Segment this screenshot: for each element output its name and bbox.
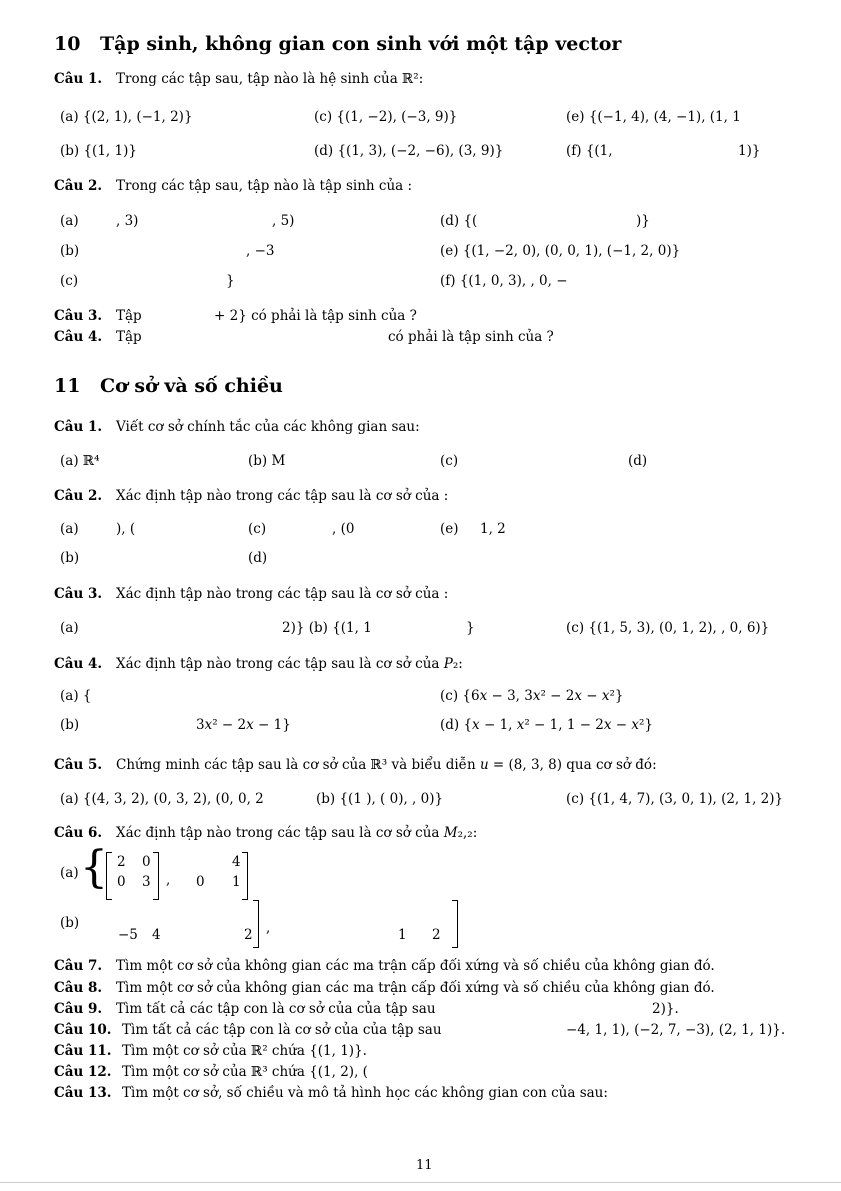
option: , 3): [116, 213, 139, 229]
option: (c) {(1, 5, 3), (0, 1, 2), , 0, 6)}: [566, 620, 770, 636]
question-text: Tìm tất cả các tập con là cơ sở của của tập sau: [116, 1001, 436, 1017]
matrix-cell: 2: [117, 854, 126, 870]
option: (a) {(2, 1), (−1, 2)}: [60, 109, 193, 125]
option: (c): [60, 273, 79, 289]
question-text: Trong các tập sau, tập nào là hệ sinh của ℝ²:: [116, 71, 424, 87]
option: (a) ℝ⁴: [60, 453, 100, 469]
option: 3𝑥² − 2𝑥 − 1}: [196, 717, 291, 733]
question-label: Câu 4.: [54, 329, 103, 345]
option: )}: [636, 213, 650, 229]
question-text: 2)}.: [652, 1001, 679, 1017]
option: }: [226, 273, 235, 289]
option: (b): [60, 243, 80, 259]
option: (c): [248, 521, 267, 537]
matrix-cell: 1: [232, 874, 241, 890]
option: (a) {(4, 3, 2), (0, 3, 2), (0, 0, 2: [60, 791, 264, 807]
option: (c): [440, 453, 459, 469]
question-text: Trong các tập sau, tập nào là tập sinh của :: [116, 178, 413, 194]
footer-divider: [0, 1182, 841, 1183]
question-label: Câu 3.: [54, 586, 103, 602]
matrix-cell: 0: [142, 854, 151, 870]
option: (f) {(1, 0, 3), , 0, −: [440, 273, 568, 289]
option: (e): [440, 521, 459, 537]
question-label: Câu 3.: [54, 308, 103, 324]
option: (e) {(−1, 4), (4, −1), (1, 1: [566, 109, 741, 125]
matrix-bracket-right: [253, 900, 259, 948]
option: (d) {(: [440, 213, 478, 229]
question-label: Câu 8.: [54, 980, 103, 996]
option: (d): [628, 453, 648, 469]
question-label: Câu 2.: [54, 488, 103, 504]
question-text: Tìm tất cả các tập con là cơ sở của của tập sau: [122, 1022, 442, 1038]
question-text: Xác định tập nào trong các tập sau là cơ sở của 𝑃₂:: [116, 656, 463, 672]
question-text: Chứng minh các tập sau là cơ sở của ℝ³ và biểu diễn 𝑢 = (8, 3, 8) qua cơ sở đó:: [116, 757, 657, 773]
matrix-cell: 2: [244, 927, 253, 943]
option: (d) {𝑥 − 1, 𝑥² − 1, 1 − 2𝑥 − 𝑥²}: [440, 717, 654, 733]
question-text: Xác định tập nào trong các tập sau là cơ sở của 𝑀₂,₂:: [116, 825, 478, 841]
option: (a) {: [60, 688, 92, 704]
option-label: (b): [60, 915, 80, 931]
matrix-bracket-right: [242, 852, 248, 900]
option: (b): [60, 550, 80, 566]
question-text: Tìm một cơ sở của ℝ² chứa {(1, 1)}.: [122, 1043, 367, 1059]
option: , −3: [246, 243, 275, 259]
matrix-bracket-right: [452, 900, 458, 948]
question-label: Câu 4.: [54, 656, 103, 672]
question-text: Tập: [116, 308, 142, 324]
option: (a): [60, 213, 79, 229]
question-label: Câu 1.: [54, 71, 103, 87]
question-label: Câu 12.: [54, 1064, 112, 1080]
question-text: + 2} có phải là tập sinh của ?: [214, 308, 417, 324]
section-title: Tập sinh, không gian con sinh với một tập vector: [100, 33, 622, 55]
matrix-cell: 2: [432, 927, 441, 943]
option: 1)}: [738, 143, 761, 159]
option: (c) {(1, 4, 7), (3, 0, 1), (2, 1, 2)}: [566, 791, 784, 807]
question-text: Tập: [116, 329, 142, 345]
option: 2)} (b) {(1, 1: [282, 620, 372, 636]
question-text: Xác định tập nào trong các tập sau là cơ sở của :: [116, 586, 449, 602]
question-label: Câu 13.: [54, 1085, 112, 1101]
question-text: Xác định tập nào trong các tập sau là cơ sở của :: [116, 488, 449, 504]
section-number: 11: [54, 375, 81, 397]
question-label: Câu 7.: [54, 958, 103, 974]
question-label: Câu 9.: [54, 1001, 103, 1017]
matrix-cell: 4: [232, 854, 241, 870]
matrix-cell: 4: [152, 927, 161, 943]
question-text: có phải là tập sinh của ?: [388, 329, 554, 345]
question-label: Câu 6.: [54, 825, 103, 841]
option: (d): [248, 550, 268, 566]
question-text: Tìm một cơ sở của ℝ³ chứa {(1, 2), (: [122, 1064, 368, 1080]
page-number: 11: [416, 1158, 433, 1173]
question-text: Tìm một cơ sở của không gian các ma trận cấp đối xứng và số chiều của không gian đó.: [116, 980, 715, 996]
left-brace: {: [80, 842, 108, 893]
question-text: Tìm một cơ sở, số chiều và mô tả hình học các không gian con của sau:: [122, 1085, 608, 1101]
question-text: Viết cơ sở chính tắc của các không gian sau:: [116, 419, 420, 435]
option: ), (: [116, 521, 136, 537]
option-label: (a): [60, 865, 79, 881]
matrix-cell: 0: [117, 874, 126, 890]
option: (b) {(1 ), ( 0), , 0)}: [316, 791, 444, 807]
option: (f) {(1,: [566, 143, 613, 159]
option: , 5): [272, 213, 295, 229]
option: }: [466, 620, 475, 636]
option: (c) {(1, −2), (−3, 9)}: [314, 109, 458, 125]
option: (d) {(1, 3), (−2, −6), (3, 9)}: [314, 143, 504, 159]
comma: ,: [166, 872, 171, 888]
option: (b): [60, 717, 80, 733]
question-label: Câu 5.: [54, 757, 103, 773]
section-title: Cơ sở và số chiều: [100, 375, 283, 397]
option: (c) {6𝑥 − 3, 3𝑥² − 2𝑥 − 𝑥²}: [440, 688, 624, 704]
matrix-cell: 3: [142, 874, 151, 890]
option: 1, 2: [480, 521, 506, 537]
question-label: Câu 2.: [54, 178, 103, 194]
matrix-cell: 0: [196, 874, 205, 890]
option: (b) M: [248, 453, 286, 469]
matrix-cell: 1: [398, 927, 407, 943]
question-label: Câu 11.: [54, 1043, 112, 1059]
option: (e) {(1, −2, 0), (0, 0, 1), (−1, 2, 0)}: [440, 243, 681, 259]
comma: ,: [266, 920, 271, 936]
option: (b) {(1, 1)}: [60, 143, 137, 159]
question-text: Tìm một cơ sở của không gian các ma trận cấp đối xứng và số chiều của không gian đó.: [116, 958, 715, 974]
option: (a): [60, 620, 79, 636]
option: (a): [60, 521, 79, 537]
matrix-bracket-left: [106, 852, 112, 900]
question-label: Câu 10.: [54, 1022, 112, 1038]
question-label: Câu 1.: [54, 419, 103, 435]
question-text: −4, 1, 1), (−2, 7, −3), (2, 1, 1)}.: [566, 1022, 786, 1038]
matrix-bracket-right: [153, 852, 159, 900]
section-number: 10: [54, 33, 81, 55]
matrix-cell: −5: [118, 927, 138, 943]
option: , (0: [332, 521, 355, 537]
